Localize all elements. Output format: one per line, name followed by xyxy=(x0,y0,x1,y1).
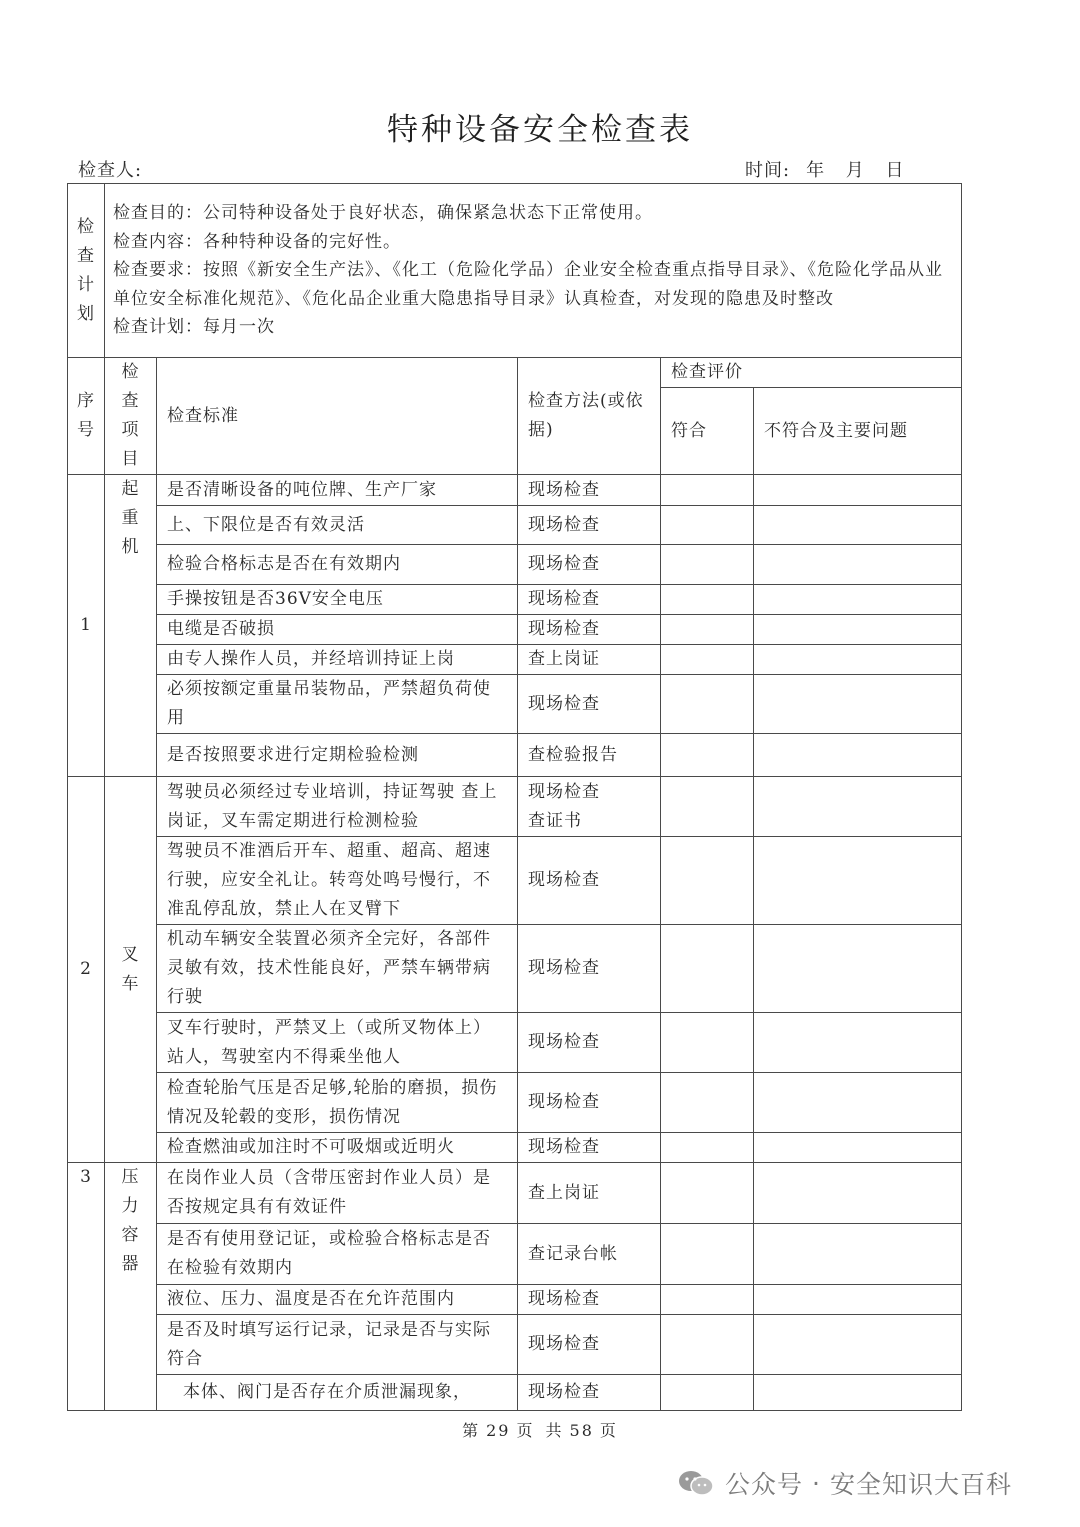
standard-cell: 检查燃油或加注时不可吸烟或近明火 xyxy=(157,1133,518,1163)
group-item: 压力容器 xyxy=(121,1167,140,1274)
table-row xyxy=(68,734,962,777)
header-row xyxy=(68,358,962,388)
plan-row xyxy=(68,184,962,358)
standard-cell: 检查轮胎气压是否足够,轮胎的磨损，损伤情况及轮毂的变形，损伤情况 xyxy=(157,1073,518,1133)
standard-cell: 检验合格标志是否在有效期内 xyxy=(157,545,518,585)
plan-content xyxy=(105,184,962,358)
standard-cell: 是否有使用登记证，或检验合格标志是否在检验有效期内 xyxy=(157,1224,518,1285)
watermark-account: 公众号 xyxy=(725,1470,804,1499)
group-item-cell xyxy=(105,777,157,1163)
nonconform-cell[interactable] xyxy=(754,734,962,777)
method-header: 检查方法(或依据) xyxy=(518,358,661,475)
group-item-cell xyxy=(105,475,157,777)
conform-cell[interactable] xyxy=(661,1375,754,1411)
conform-cell[interactable] xyxy=(661,1285,754,1315)
conform-cell[interactable] xyxy=(661,475,754,506)
method-cell: 现场检查 xyxy=(518,1315,661,1375)
method-cell: 现场检查 xyxy=(518,1285,661,1315)
item-header-label: 检查项目 xyxy=(121,362,140,469)
table-row xyxy=(68,545,962,585)
footer-total: 58 xyxy=(569,1421,594,1440)
watermark-name: 安全知识大百科 xyxy=(829,1470,1012,1499)
conform-cell[interactable] xyxy=(661,1133,754,1163)
document-title: 特种设备安全检查表 xyxy=(387,112,693,148)
nonconform-cell[interactable] xyxy=(754,1285,962,1315)
method-cell: 现场检查 xyxy=(518,675,661,734)
nonconform-cell[interactable] xyxy=(754,1163,962,1224)
method-cell: 现场检查 xyxy=(518,1073,661,1133)
item-header xyxy=(105,358,157,475)
conform-cell[interactable] xyxy=(661,777,754,837)
table-row xyxy=(68,615,962,645)
method-cell: 查检验报告 xyxy=(518,734,661,777)
table-row xyxy=(68,925,962,1013)
nonconform-cell[interactable] xyxy=(754,1224,962,1285)
time-label: 时间: xyxy=(745,160,791,181)
standard-cell: 叉车行驶时，严禁叉上（或所叉物体上）站人，驾驶室内不得乘坐他人 xyxy=(157,1013,518,1073)
conform-cell[interactable] xyxy=(661,837,754,925)
nonconform-cell[interactable] xyxy=(754,1133,962,1163)
conform-cell[interactable] xyxy=(661,1013,754,1073)
nonconform-cell[interactable] xyxy=(754,837,962,925)
nonconform-cell[interactable] xyxy=(754,585,962,615)
conform-cell[interactable] xyxy=(661,1315,754,1375)
inspector-label: 检查人: xyxy=(78,160,143,181)
nonconform-cell[interactable] xyxy=(754,1375,962,1411)
method-cell: 现场检查 xyxy=(518,1375,661,1411)
table-row xyxy=(68,675,962,734)
nonconform-cell[interactable] xyxy=(754,475,962,506)
nonconform-cell[interactable] xyxy=(754,777,962,837)
nonconform-cell[interactable] xyxy=(754,1073,962,1133)
table-row xyxy=(68,1013,962,1073)
inspection-table xyxy=(67,183,962,1411)
table-row xyxy=(68,506,962,545)
conform-cell[interactable] xyxy=(661,585,754,615)
standard-cell: 必须按额定重量吊装物品，严禁超负荷使用 xyxy=(157,675,518,734)
standard-cell: 是否及时填写运行记录，记录是否与实际符合 xyxy=(157,1315,518,1375)
table-row xyxy=(68,1133,962,1163)
conform-cell[interactable] xyxy=(661,645,754,675)
standard-cell: 本体、阀门是否存在介质泄漏现象， xyxy=(157,1375,518,1411)
table-row xyxy=(68,1073,962,1133)
footer-suffix: 页 xyxy=(599,1421,618,1440)
method-cell: 现场检查 xyxy=(518,475,661,506)
method-cell: 现场检查 xyxy=(518,615,661,645)
standard-cell: 上、下限位是否有效灵活 xyxy=(157,506,518,545)
method-cell: 现场检查 xyxy=(518,585,661,615)
table-row xyxy=(68,645,962,675)
method-cell: 查上岗证 xyxy=(518,1163,661,1224)
plan-label: 检查计划 xyxy=(76,216,95,324)
nonconform-cell[interactable] xyxy=(754,1013,962,1073)
watermark-separator: · xyxy=(812,1468,821,1498)
conform-cell[interactable] xyxy=(661,545,754,585)
date-placeholder: 年 月 日 xyxy=(806,160,905,181)
standard-cell: 手操按钮是否36V安全电压 xyxy=(157,585,518,615)
seq-header xyxy=(68,358,105,475)
group-seq: 3 xyxy=(68,1163,105,1411)
standard-cell: 在岗作业人员（含带压密封作业人员）是否按规定具有有效证件 xyxy=(157,1163,518,1224)
conform-cell[interactable] xyxy=(661,506,754,545)
plan-schedule: 检查计划：每月一次 xyxy=(113,317,275,338)
standard-cell: 是否按照要求进行定期检验检测 xyxy=(157,734,518,777)
nonconform-cell[interactable] xyxy=(754,1315,962,1375)
conform-cell[interactable] xyxy=(661,615,754,645)
table-row xyxy=(68,1315,962,1375)
plan-label-cell xyxy=(68,184,105,358)
conform-header: 符合 xyxy=(661,388,754,475)
standard-cell: 驾驶员必须经过专业培训，持证驾驶 查上岗证，叉车需定期进行检测检验 xyxy=(157,777,518,837)
standard-cell: 电缆是否破损 xyxy=(157,615,518,645)
nonconform-cell[interactable] xyxy=(754,645,962,675)
nonconform-cell[interactable] xyxy=(754,615,962,645)
method-cell: 现场检查 xyxy=(518,1133,661,1163)
page-footer xyxy=(0,1418,1080,1441)
conform-cell[interactable] xyxy=(661,1163,754,1224)
nonconform-header: 不符合及主要问题 xyxy=(754,388,962,475)
standard-cell: 是否清晰设备的吨位牌、生产厂家 xyxy=(157,475,518,506)
footer-page: 29 xyxy=(486,1421,511,1440)
watermark xyxy=(677,1465,1012,1501)
conform-cell[interactable] xyxy=(661,925,754,1013)
method-cell: 现场检查 xyxy=(518,1013,661,1073)
conform-cell[interactable] xyxy=(661,1224,754,1285)
table-row xyxy=(68,475,962,506)
table-row xyxy=(68,585,962,615)
group-seq: 2 xyxy=(68,777,105,1163)
nonconform-cell[interactable] xyxy=(754,506,962,545)
conform-cell[interactable] xyxy=(661,1073,754,1133)
method-cell: 查记录台帐 xyxy=(518,1224,661,1285)
group-item-cell xyxy=(105,1163,157,1411)
method-cell: 现场检查 xyxy=(518,837,661,925)
plan-content-line: 检查内容：各种特种设备的完好性。 xyxy=(113,231,401,252)
plan-requirement: 检查要求：按照《新安全生产法》、《化工（危险化学品）企业安全检查重点指导目录》、《危险化学品从业单位安全标准化规范》、《危化品企业重大隐患指导目录》认真检查，对发现的隐患及时整改 xyxy=(113,260,943,309)
standard-cell: 机动车辆安全装置必须齐全完好，各部件灵敏有效，技术性能良好，严禁车辆带病行驶 xyxy=(157,925,518,1013)
table-row xyxy=(68,1285,962,1315)
group-item: 叉车 xyxy=(121,944,140,994)
plan-purpose: 检查目的：公司特种设备处于良好状态，确保紧急状态下正常使用。 xyxy=(113,203,653,224)
table-row xyxy=(68,777,962,837)
evaluation-header: 检查评价 xyxy=(661,358,962,388)
conform-cell[interactable] xyxy=(661,734,754,777)
time-field xyxy=(745,156,905,182)
standard-cell: 由专人操作人员，并经培训持证上岗 xyxy=(157,645,518,675)
standard-header: 检查标准 xyxy=(157,358,518,475)
method-cell: 现场检查 xyxy=(518,545,661,585)
seq-header-label: 序号 xyxy=(76,391,95,440)
group-item: 起重机 xyxy=(121,479,140,557)
standard-cell: 液位、压力、温度是否在允许范围内 xyxy=(157,1285,518,1315)
table-row xyxy=(68,1375,962,1411)
wechat-icon xyxy=(677,1469,715,1497)
table-row xyxy=(68,1163,962,1224)
conform-cell[interactable] xyxy=(661,675,754,734)
standard-cell: 驾驶员不准酒后开车、超重、超高、超速行驶，应安全礼让。转弯处鸣号慢行，不准乱停乱放，禁止人在叉臂下 xyxy=(157,837,518,925)
method-cell: 现场检查 xyxy=(518,925,661,1013)
footer-prefix: 第 xyxy=(462,1421,481,1440)
method-cell: 现场检查查证书 xyxy=(518,777,661,837)
table-row xyxy=(68,1224,962,1285)
method-cell: 现场检查 xyxy=(518,506,661,545)
method-cell: 查上岗证 xyxy=(518,645,661,675)
nonconform-cell[interactable] xyxy=(754,675,962,734)
nonconform-cell[interactable] xyxy=(754,925,962,1013)
nonconform-cell[interactable] xyxy=(754,545,962,585)
group-seq: 1 xyxy=(68,475,105,777)
footer-mid: 页 共 xyxy=(516,1421,564,1440)
table-row xyxy=(68,837,962,925)
